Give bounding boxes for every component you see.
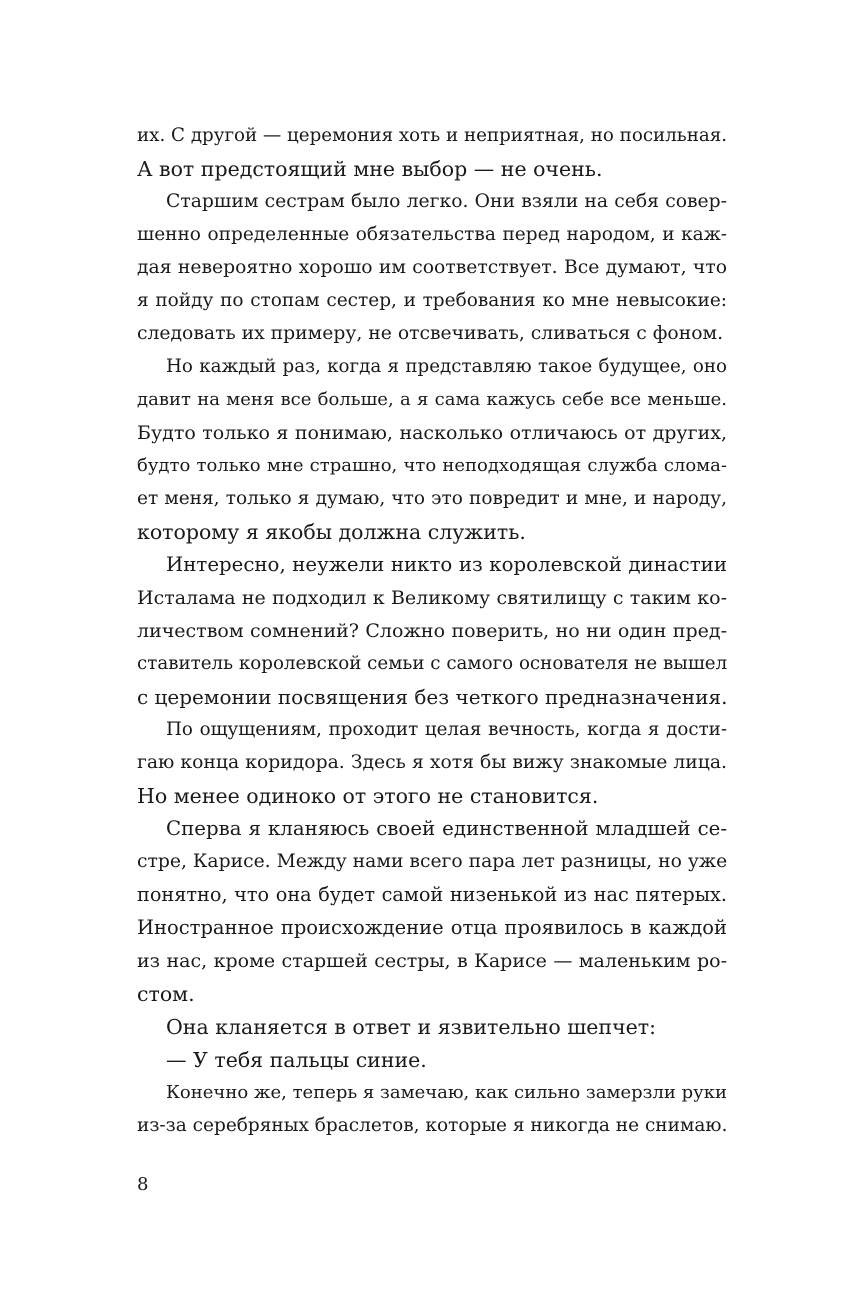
text-line: понятно, что она будет самой низенькой из нас пятерых. xyxy=(137,883,727,906)
text-line: стре, Карисе. Между нами всего пара лет разницы, но уже xyxy=(137,851,728,872)
text-line: Но менее одиноко от этого не становится. xyxy=(137,784,599,808)
text-line: Иностранное происхождение отца проявилось в каждой xyxy=(137,916,727,939)
paragraph-first-line: Конечно же, теперь я замечаю, как сильно замерзли руки xyxy=(166,1082,727,1103)
text-line: из нас, кроме старшей сестры, в Карисе — маленьким ро- xyxy=(137,950,727,972)
text-line: которому я якобы должна служить. xyxy=(137,520,526,544)
text-line: шенно определенные обязательства перед народом, и каж- xyxy=(137,224,727,245)
text-line: стом. xyxy=(137,982,195,1006)
paragraph-first-line: Она кланяется в ответ и язвительно шепчет: xyxy=(166,1015,656,1039)
paragraph-first-line: Но каждый раз, когда я представляю такое будущее, оно xyxy=(166,356,727,377)
text-line: из-за серебряных браслетов, которые я никогда не снимаю. xyxy=(137,1115,728,1136)
paragraph-first-line: По ощущениям, проходит целая вечность, когда я дости- xyxy=(166,719,727,740)
paragraph-first-line: Старшим сестрам было легко. Они взяли на себя совер- xyxy=(166,191,727,212)
text-line: следовать их примеру, не отсвечивать, сливаться с фоном. xyxy=(137,323,724,344)
paragraph-first-line: Сперва я кланяюсь своей единственной младшей се- xyxy=(166,817,727,840)
text-line: я пойду по стопам сестер, и требования ко мне невысокие: xyxy=(137,290,727,311)
dialogue-line: — У тебя пальцы синие. xyxy=(166,1048,427,1072)
page-number: 8 xyxy=(137,1174,149,1195)
text-line: дая невероятно хорошо им соответствует. Все думают, что xyxy=(137,257,727,278)
text-line: Будто только я понимаю, насколько отличаюсь от других, xyxy=(137,422,727,444)
text-line: ставитель королевской семьи с самого основателя не вышел xyxy=(137,653,728,674)
text-line: гаю конца коридора. Здесь я хотя бы вижу знакомые лица. xyxy=(137,752,727,773)
text-line: Исталама не подходил к Великому святилищу с таким ко- xyxy=(137,587,727,609)
text-line: ет меня, только я думаю, что это повредит и мне, и народу, xyxy=(137,488,727,509)
text-line: личеством сомнений? Сложно поверить, но ни один пред- xyxy=(137,620,727,642)
text-line: их. С другой — церемония хоть и неприятная, но посильная. xyxy=(137,125,728,146)
text-line: с церемонии посвящения без четкого предназначения. xyxy=(137,685,728,709)
text-line: будто только мне страшно, что неподходящая служба слома- xyxy=(137,455,727,476)
text-line: давит на меня все больше, а я сама кажусь себе все меньше. xyxy=(137,389,727,410)
text-line: А вот предстоящий мне выбор — не очень. xyxy=(137,157,603,181)
paragraph-first-line: Интересно, неужели никто из королевской династии xyxy=(166,553,727,576)
